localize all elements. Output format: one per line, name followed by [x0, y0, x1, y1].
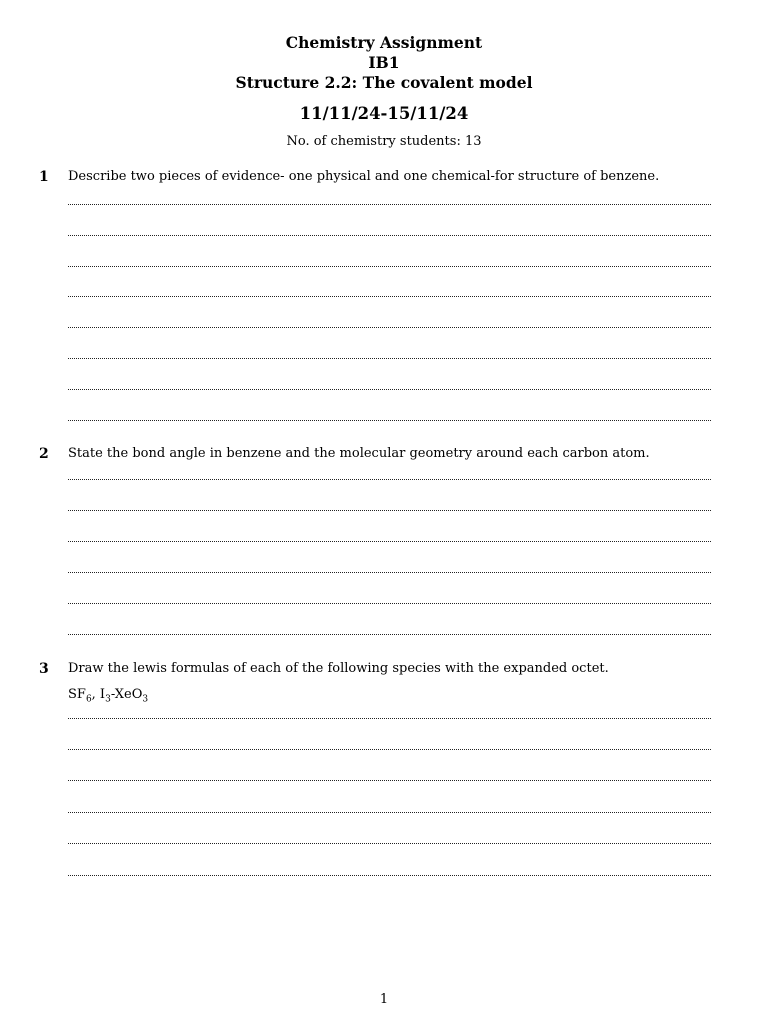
question-number: 3 — [39, 661, 49, 677]
answer-line[interactable] — [68, 780, 711, 781]
document-title: Chemistry Assignment — [285, 33, 483, 52]
answer-line[interactable] — [68, 204, 711, 205]
answer-line[interactable] — [68, 235, 711, 236]
question-number: 2 — [39, 446, 49, 462]
answer-line[interactable] — [68, 875, 711, 876]
class-label: IB1 — [368, 53, 400, 72]
page-number: 1 — [379, 992, 389, 1007]
species-list — [68, 686, 148, 704]
answer-line[interactable] — [68, 358, 711, 359]
answer-line[interactable] — [68, 266, 711, 267]
answer-line[interactable] — [68, 843, 711, 844]
species-sf: SF — [68, 687, 86, 702]
answer-line[interactable] — [68, 572, 711, 573]
answer-line[interactable] — [68, 812, 711, 813]
answer-line[interactable] — [68, 718, 711, 719]
answer-line[interactable] — [68, 510, 711, 511]
topic-heading: Structure 2.2: The covalent model — [235, 73, 533, 92]
answer-line[interactable] — [68, 327, 711, 328]
student-count: No. of chemistry students: 13 — [286, 134, 482, 149]
answer-line[interactable] — [68, 420, 711, 421]
answer-line[interactable] — [68, 389, 711, 390]
answer-line[interactable] — [68, 296, 711, 297]
answer-line[interactable] — [68, 541, 711, 542]
species-i-subscript: 3 — [105, 694, 111, 705]
species-xeo: -XeO — [110, 687, 143, 702]
question-text: Draw the lewis formulas of each of the following species with the expanded octet. — [68, 661, 609, 676]
species-i: , I — [91, 687, 106, 702]
species-xeo-subscript: 3 — [142, 694, 149, 705]
answer-line[interactable] — [68, 603, 711, 604]
question-text: State the bond angle in benzene and the molecular geometry around each carbon atom. — [68, 446, 650, 461]
question-text: Describe two pieces of evidence- one physical and one chemical-for structure of benzene. — [68, 169, 660, 184]
date-range: 11/11/24-15/11/24 — [299, 104, 469, 123]
document-header — [0, 33, 768, 151]
answer-line[interactable] — [68, 479, 711, 480]
question-number: 1 — [39, 169, 49, 185]
answer-line[interactable] — [68, 749, 711, 750]
species-sf-subscript: 6 — [85, 694, 92, 705]
answer-line[interactable] — [68, 634, 711, 635]
